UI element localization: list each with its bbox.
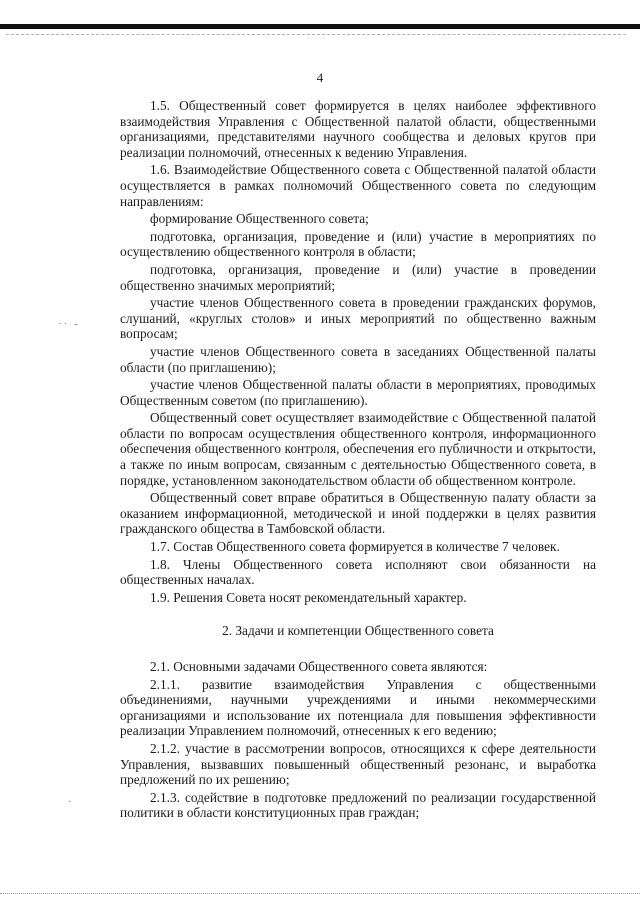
paragraph-2-1: 2.1. Основными задачами Общественного совета являются: <box>150 659 488 674</box>
paragraph-1-8: 1.8. Члены Общественного совета исполняют свои обязанности на общественных началах. <box>120 556 596 588</box>
direction-item: формирование Общественного совета; <box>150 211 369 227</box>
direction-item: участие членов Общественного совета в проведении гражданских форумов, слушаний, «круглых столов» и иных мероприятий по общественно важным вопросам; <box>120 295 596 342</box>
direction-item: участие членов Общественного совета в заседаниях Общественной палаты области (по приглашению); <box>120 343 596 375</box>
direction-item: участие членов Общественной палаты области в мероприятиях, проводимых Общественным советом (по приглашению). <box>120 377 596 408</box>
paragraph-2-1-3: 2.1.3. содействие в подготовке предложений по реализации государственной политики в области конституционных прав граждан; <box>120 789 596 821</box>
page-number: 4 <box>316 70 324 85</box>
direction-item: подготовка, организация, проведение и (или) участие в мероприятиях по осуществлению общественного контроля в области; <box>120 228 596 260</box>
scan-bottom-edge <box>0 893 640 894</box>
document-body <box>120 98 596 823</box>
scan-margin-noise-2: · <box>68 797 72 808</box>
scan-top-noise <box>6 34 626 35</box>
paragraph-2-1-1: 2.1.1. развитие взаимодействия Управления с общественными объединениями, научными учреждениями и иными некоммерческими организациями и использование их потенциала для повышения эффективности реализации Управлением полномочий, отнесенных к его ведению; <box>120 676 596 739</box>
paragraph-interaction: Общественный совет осуществляет взаимодействие с Общественной палатой области по вопросам осуществления общественного контроля, информационного обеспечения общественного контроля, обеспечения его публичности и открытости, а также по иным вопросам, связанным с деятельностью Общественного совета, в порядке, установленном законодательством области об общественном контроле. <box>120 410 596 488</box>
section-2-heading: 2. Задачи и компетенции Общественного совета <box>222 623 494 639</box>
scan-top-edge <box>0 24 640 29</box>
direction-item: подготовка, организация, проведение и (или) участие в проведении общественно значимых мероприятий; <box>120 261 596 293</box>
paragraph-appeal: Общественный совет вправе обратиться в Общественную палату области за оказанием информационной, методической и иной поддержки в целях развития гражданского общества в Тамбовской области. <box>120 490 596 537</box>
paragraph-1-7: 1.7. Состав Общественного совета формируется в количестве 7 человек. <box>150 539 560 555</box>
paragraph-1-6: 1.6. Взаимодействие Общественного совета с Общественной палатой области осуществляется в рамках полномочий Общественного совета по следующим направлениям: <box>120 162 596 209</box>
scan-margin-noise: ·· - <box>58 318 80 330</box>
paragraph-1-5: 1.5. Общественный совет формируется в целях наиболее эффективного взаимодействия Управления с Общественной палатой области, общественными организациями, представителями научного сообщества и деловых кругов при реализации полномочий, отнесенных к ведению Управления. <box>120 98 596 160</box>
paragraph-1-9: 1.9. Решения Совета носят рекомендательный характер. <box>150 589 467 605</box>
paragraph-2-1-2: 2.1.2. участие в рассмотрении вопросов, относящихся к сфере деятельности Управления, вызвавших повышенный общественный резонанс, и выработка предложений по их решению; <box>120 740 596 788</box>
